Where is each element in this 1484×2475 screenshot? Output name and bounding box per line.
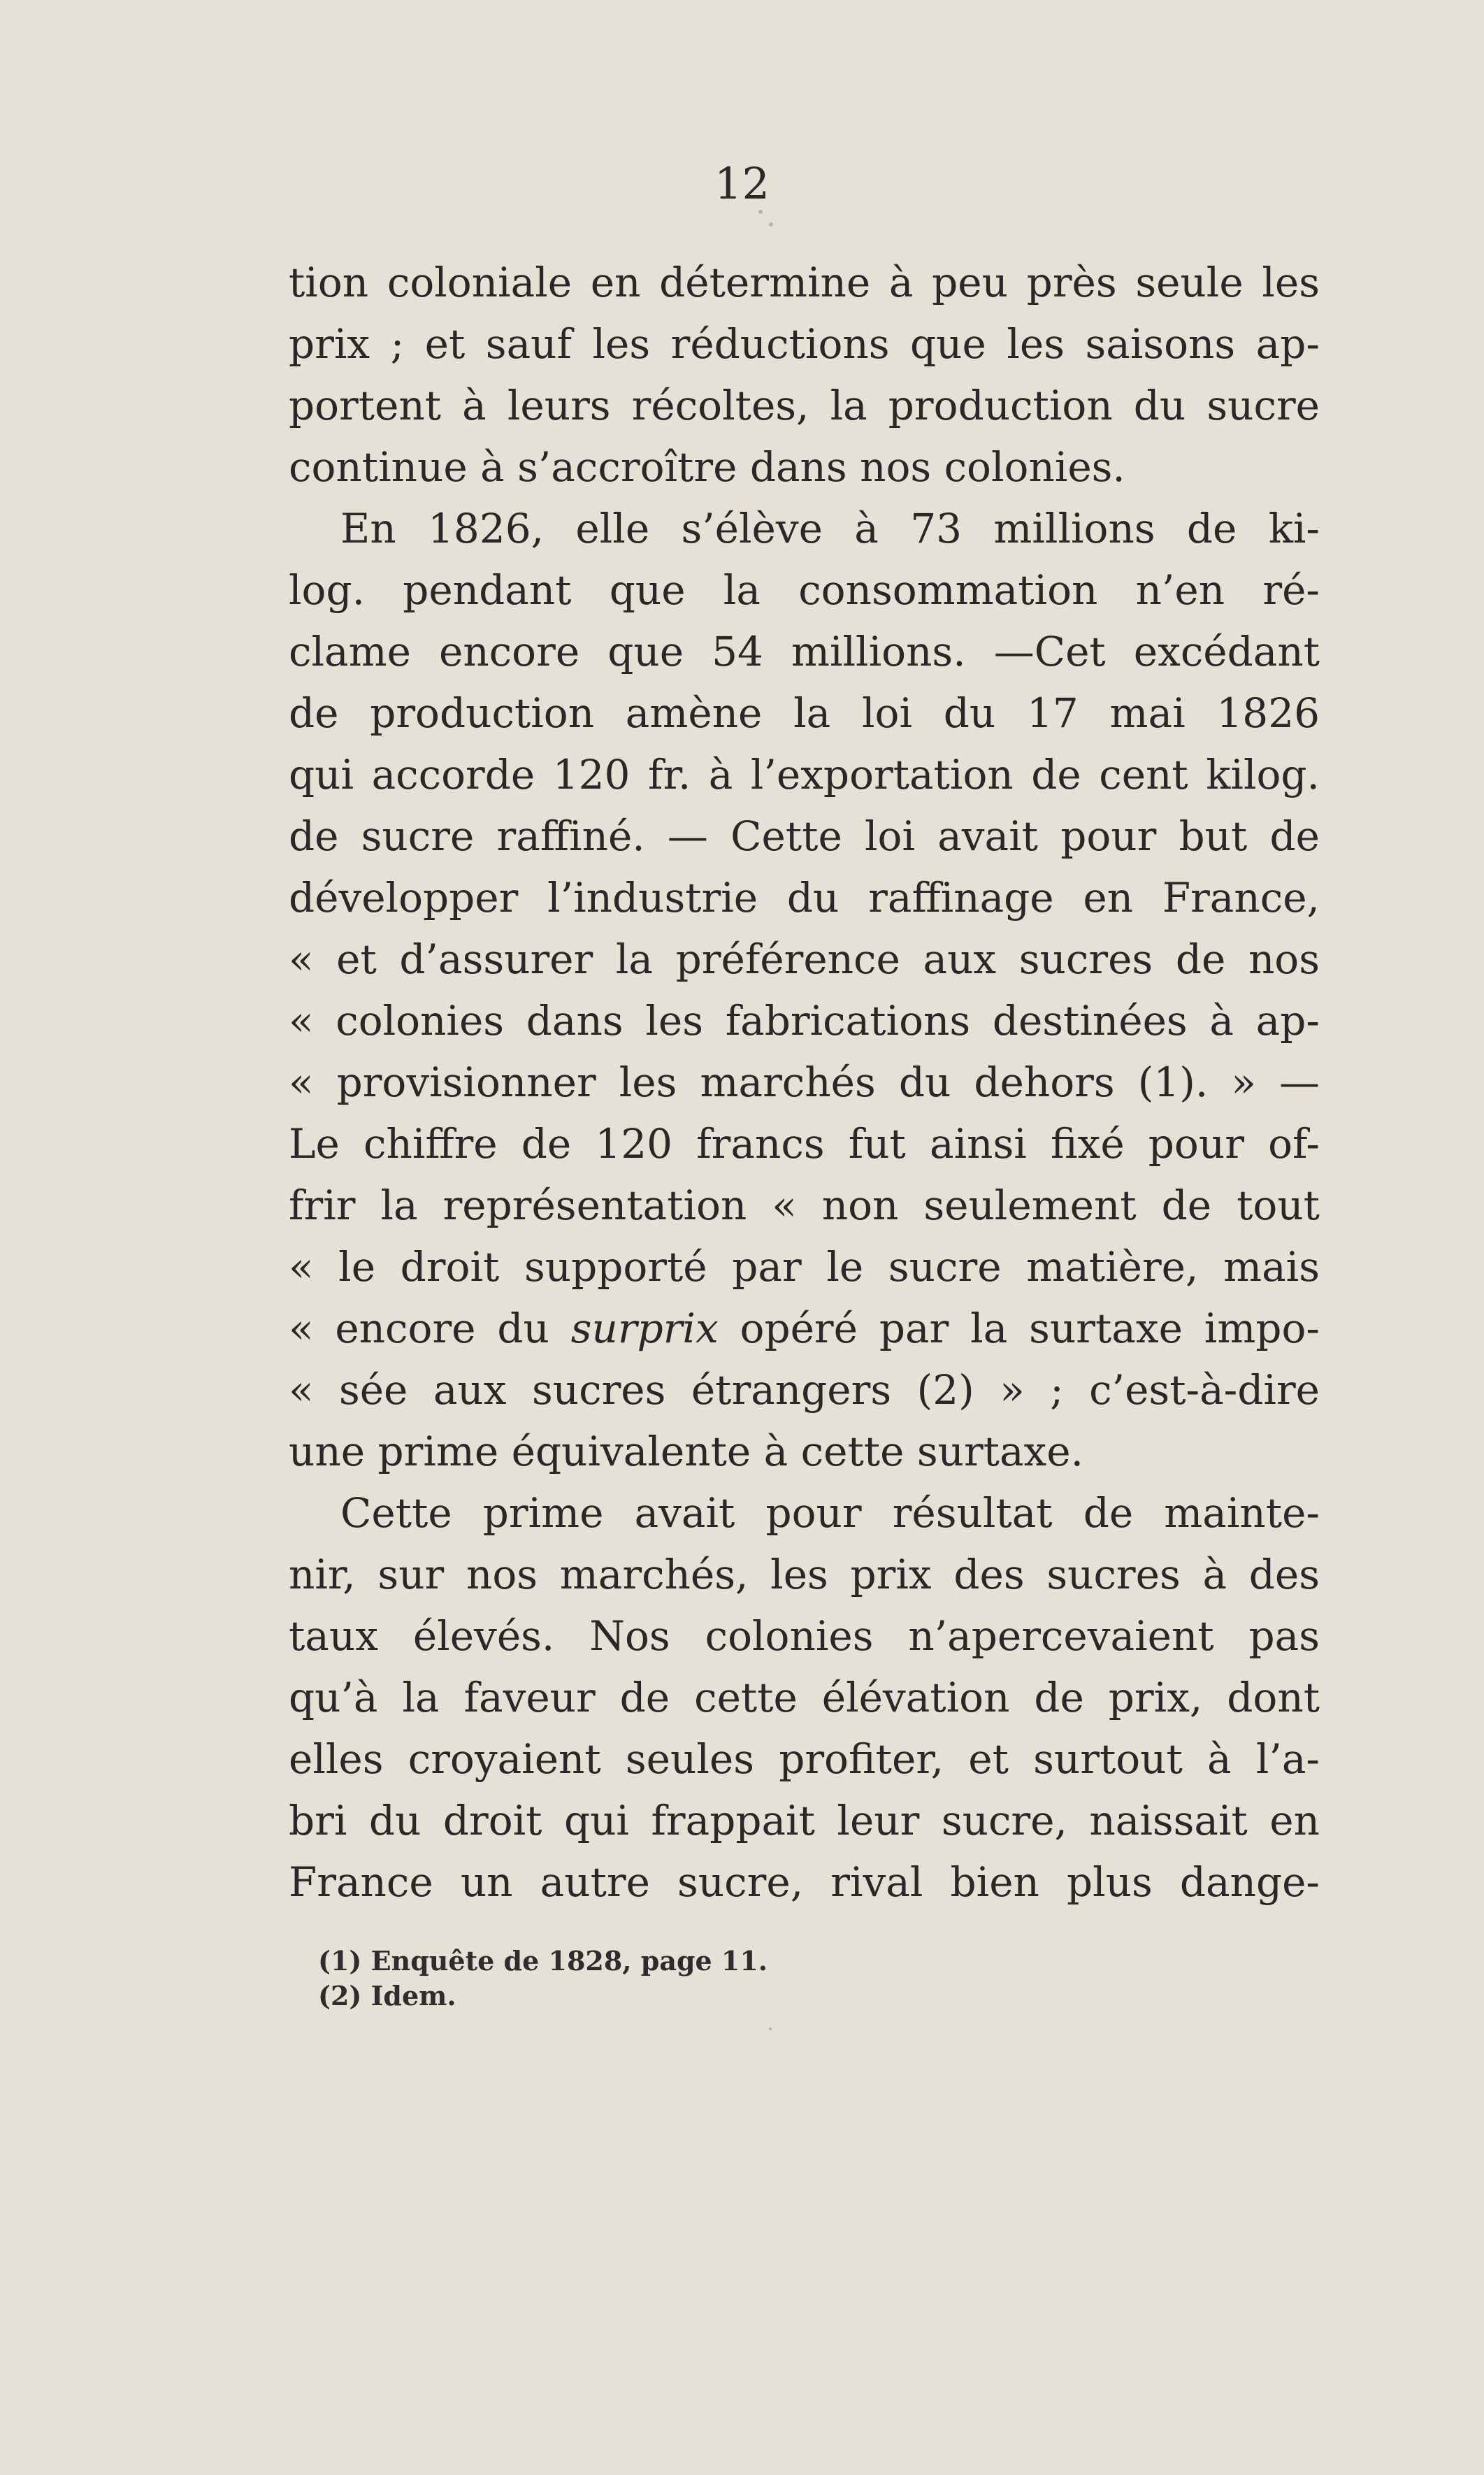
text-line: tion coloniale en détermine à peu près seule les	[289, 259, 1320, 306]
text-line: qu’à la faveur de cette élévation de prix, dont	[289, 1674, 1320, 1721]
page-number: 12	[714, 158, 770, 209]
quoted-line: « provisionner les marchés du dehors (1). » —	[289, 1059, 1320, 1106]
text-line: nir, sur nos marchés, les prix des sucres à des	[289, 1551, 1320, 1598]
body-text	[289, 252, 1320, 1913]
text-segment: opéré par la surtaxe impo-	[718, 1305, 1320, 1352]
ink-speck	[769, 222, 773, 227]
text-line: portent à leurs récoltes, la production du sucre	[289, 382, 1320, 429]
quoted-line: « le droit supporté par le sucre matière, mais	[289, 1243, 1320, 1291]
text-line: Le chiffre de 120 francs fut ainsi fixé pour of-	[289, 1120, 1320, 1168]
text-line: frir la représentation « non seulement de tout	[289, 1182, 1320, 1229]
text-line: qui accorde 120 fr. à l’exportation de cent kilog.	[289, 751, 1320, 798]
text-line: Cette prime avait pour résultat de mainte-	[340, 1489, 1320, 1537]
footnote: (1) Enquête de 1828, page 11.	[318, 1945, 768, 1977]
quoted-line	[289, 1298, 1320, 1359]
text-segment: « encore du	[289, 1305, 571, 1352]
text-line: En 1826, elle s’élève à 73 millions de ki-	[340, 505, 1320, 552]
text-line: prix ; et sauf les réductions que les saisons ap-	[289, 320, 1320, 368]
text-line: de production amène la loi du 17 mai 1826	[289, 689, 1320, 737]
quoted-line: « sée aux sucres étrangers (2) » ; c’est-à-dire	[289, 1366, 1320, 1414]
footnotes	[318, 1944, 768, 2014]
text-line: de sucre raffiné. — Cette loi avait pour but de	[289, 812, 1320, 860]
text-line: log. pendant que la consommation n’en ré-	[289, 566, 1320, 614]
italic-word: surprix	[570, 1305, 719, 1352]
text-line: taux élevés. Nos colonies n’apercevaient pas	[289, 1612, 1320, 1660]
ink-speck	[758, 210, 763, 214]
quoted-line: « colonies dans les fabrications destinées à ap-	[289, 997, 1320, 1045]
text-line: elles croyaient seules profiter, et surtout à l’a-	[289, 1735, 1320, 1783]
ink-speck	[769, 2028, 772, 2030]
text-line: développer l’industrie du raffinage en France,	[289, 874, 1320, 921]
quoted-line: « et d’assurer la préférence aux sucres de nos	[289, 935, 1320, 983]
text-line: France un autre sucre, rival bien plus dange-	[289, 1858, 1320, 1906]
text-line: continue à s’accroître dans nos colonies.	[289, 443, 1125, 491]
text-line: bri du droit qui frappait leur sucre, naissait en	[289, 1797, 1320, 1844]
footnote: (2) Idem.	[318, 1980, 456, 2011]
text-line: une prime équivalente à cette surtaxe.	[289, 1428, 1084, 1475]
text-line: clame encore que 54 millions. —Cet excédant	[289, 628, 1320, 675]
